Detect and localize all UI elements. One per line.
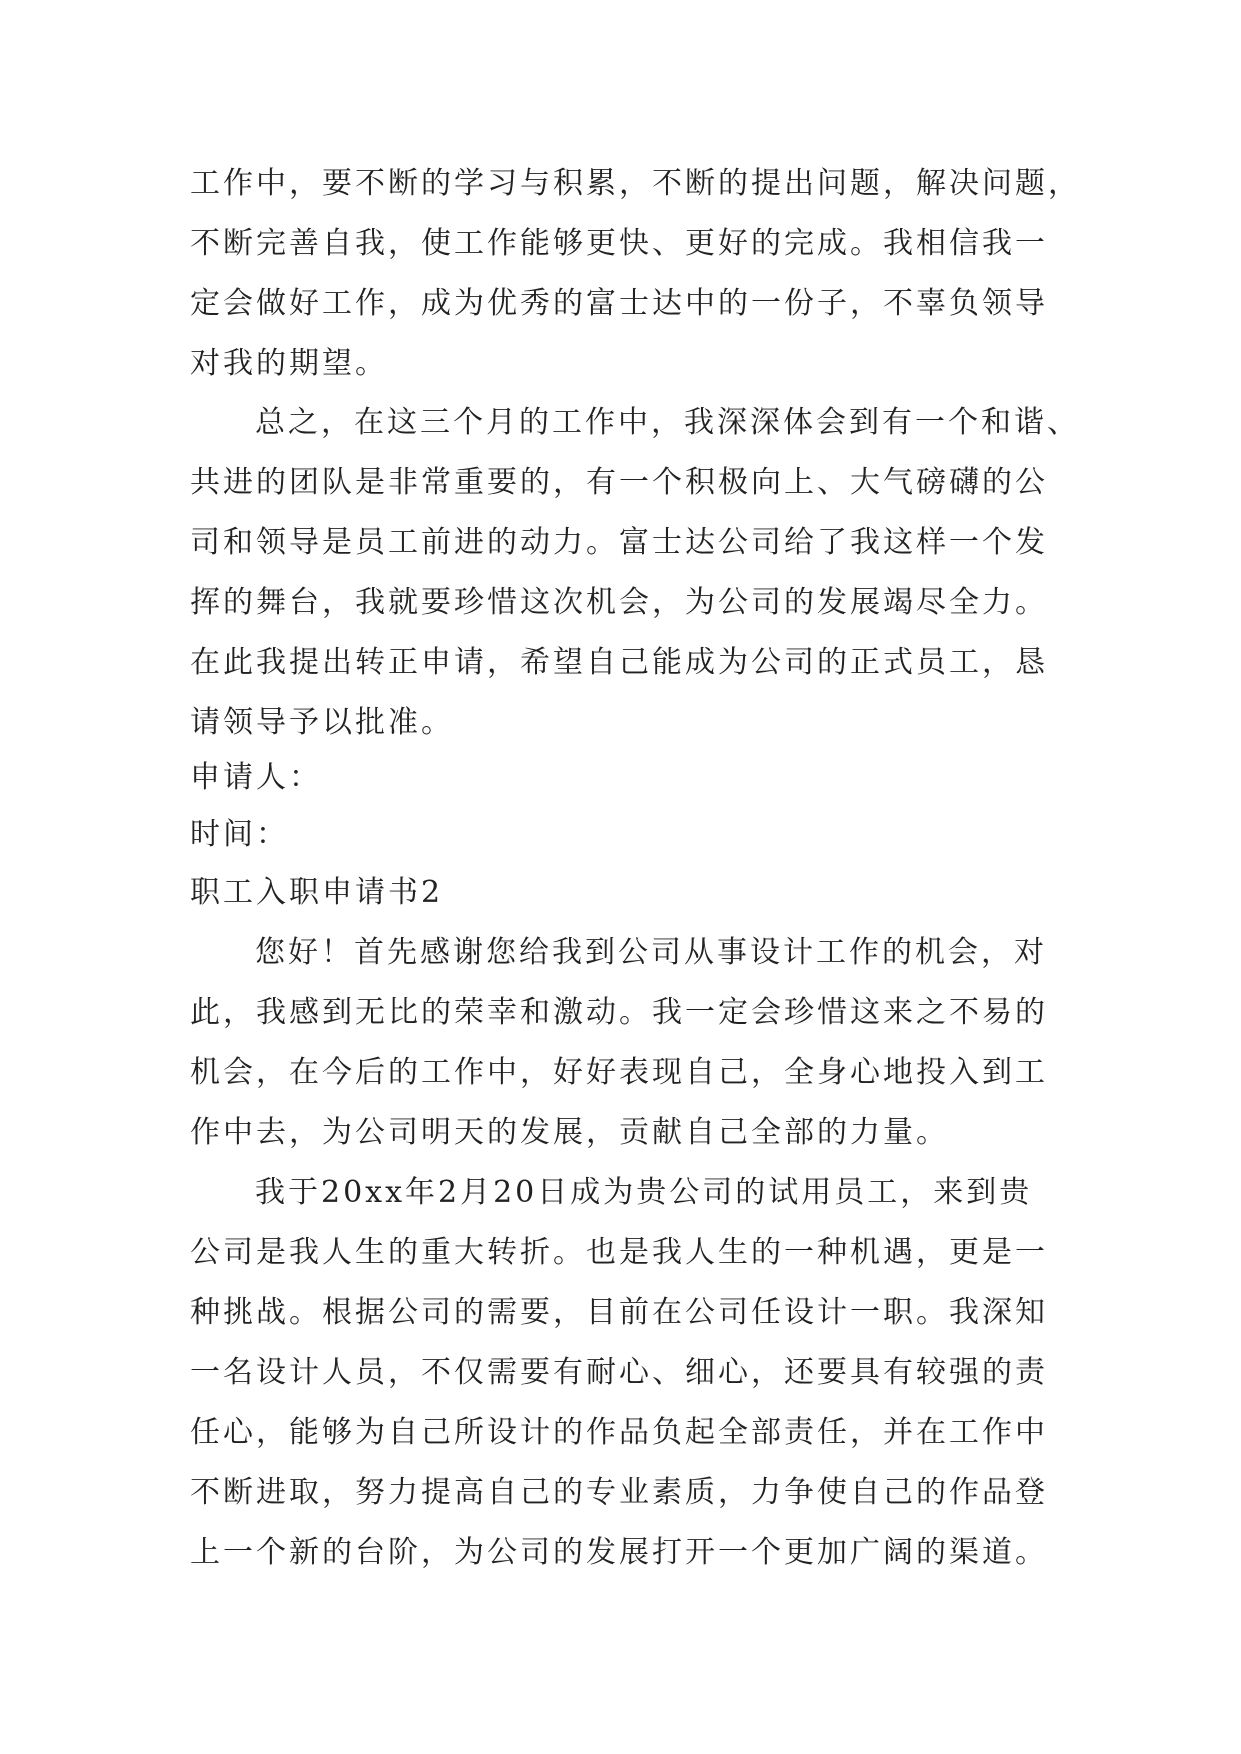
text-line: 共进的团队是非常重要的，有一个积极向上、大气磅礴的公: [190, 465, 1048, 500]
text-line: 此，我感到无比的荣幸和激动。我一定会珍惜这来之不易的: [190, 995, 1048, 1030]
text-line: 任心，能够为自己所设计的作品负起全部责任，并在工作中: [190, 1415, 1048, 1450]
text-line: 种挑战。根据公司的需要，目前在公司任设计一职。我深知: [190, 1295, 1048, 1330]
text-line: 一名设计人员，不仅需要有耐心、细心，还要具有较强的责: [190, 1355, 1048, 1390]
text-line: 上一个新的台阶，为公司的发展打开一个更加广阔的渠道。: [190, 1535, 1048, 1570]
text-line: 挥的舞台，我就要珍惜这次机会，为公司的发展竭尽全力。: [190, 585, 1048, 620]
text-line: 司和领导是员工前进的动力。富士达公司给了我这样一个发: [190, 525, 1048, 560]
paragraph-start-line: 总之，在这三个月的工作中，我深深体会到有一个和谐、: [255, 405, 1080, 440]
text-line: 对我的期望。: [190, 346, 388, 381]
applicant-label: 申请人：: [190, 760, 322, 795]
text-line: 定会做好工作，成为优秀的富士达中的一份子，不辜负领导: [190, 286, 1048, 321]
text-line: 工作中，要不断的学习与积累，不断的提出问题，解决问题，: [190, 166, 1081, 201]
text-line: 请领导予以批准。: [190, 705, 454, 740]
date-label: 时间：: [190, 817, 289, 852]
text-line: 在此我提出转正申请，希望自己能成为公司的正式员工，恳: [190, 645, 1048, 680]
section-heading: 职工入职申请书2: [190, 875, 444, 910]
text-line: 公司是我人生的重大转折。也是我人生的一种机遇，更是一: [190, 1235, 1048, 1270]
text-line: 机会，在今后的工作中，好好表现自己，全身心地投入到工: [190, 1055, 1048, 1090]
paragraph-start-line: 我于20xx年2月20日成为贵公司的试用员工，来到贵: [255, 1175, 1033, 1210]
text-line: 不断进取，努力提高自己的专业素质，力争使自己的作品登: [190, 1475, 1048, 1510]
text-line: 不断完善自我，使工作能够更快、更好的完成。我相信我一: [190, 226, 1048, 261]
paragraph-start-line: 您好！首先感谢您给我到公司从事设计工作的机会，对: [255, 935, 1047, 970]
text-line: 作中去，为公司明天的发展，贡献自己全部的力量。: [190, 1115, 949, 1150]
